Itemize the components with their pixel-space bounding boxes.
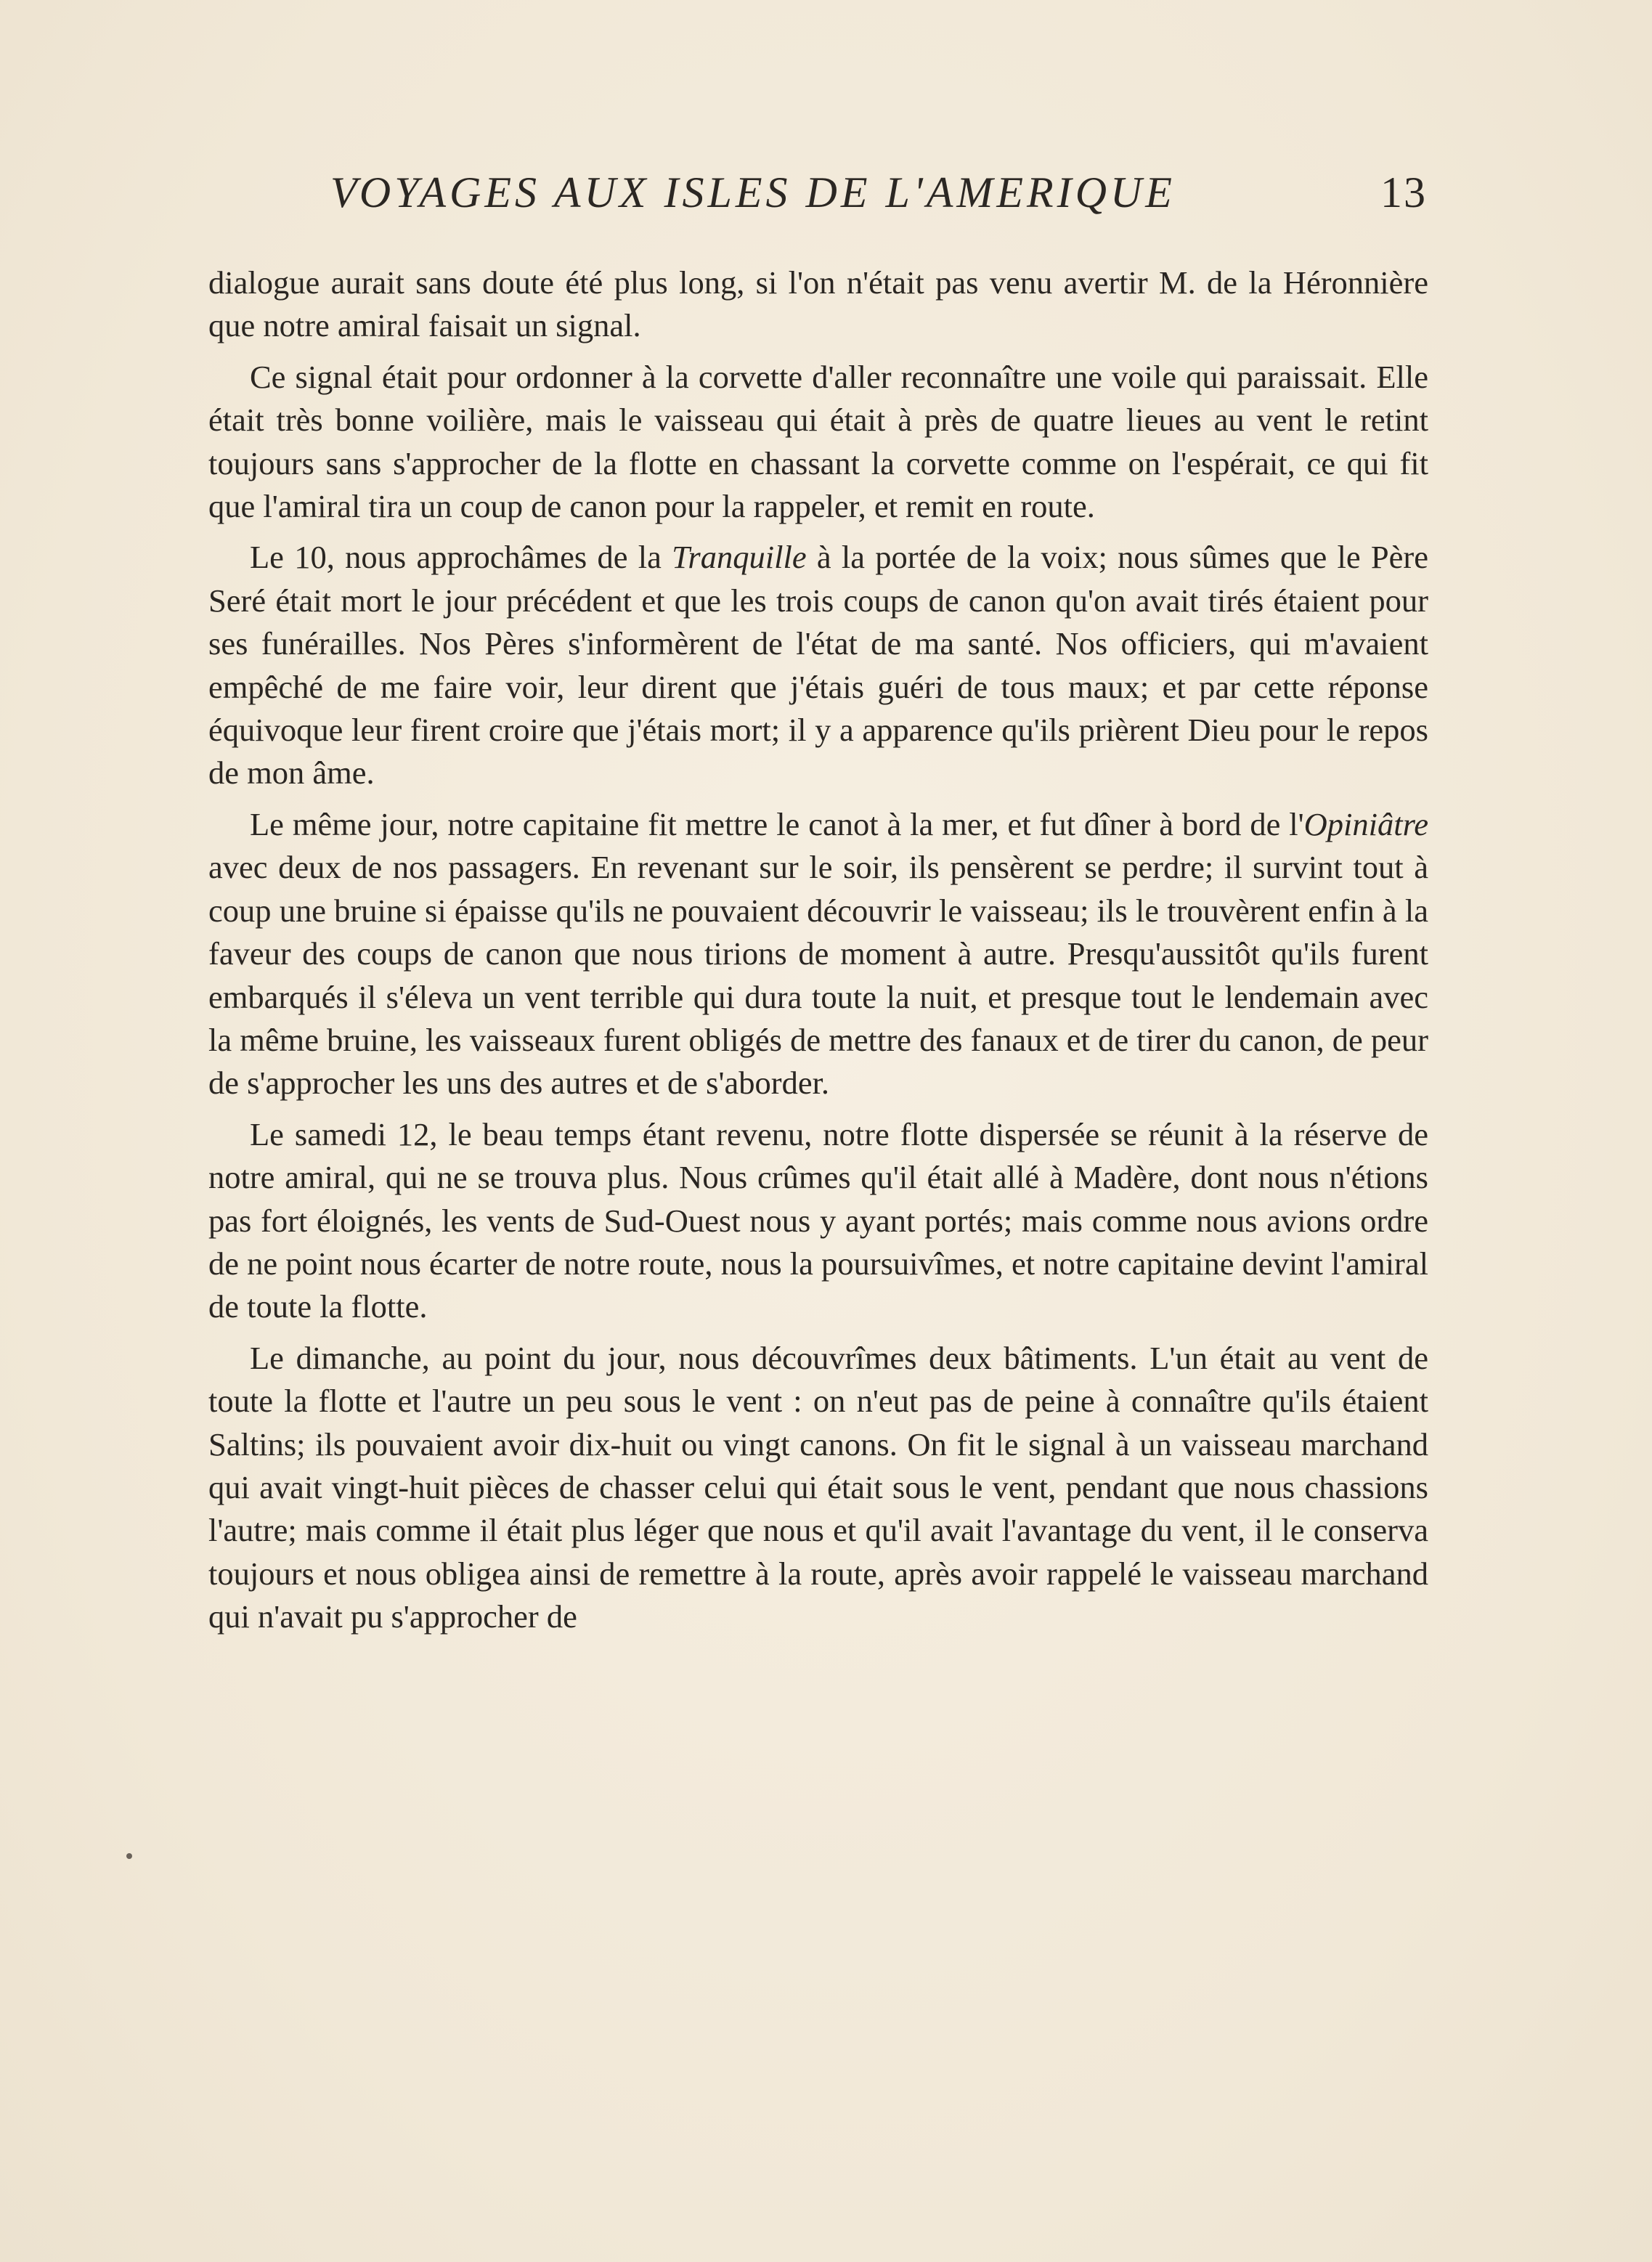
paragraph-1 [208,261,1428,348]
paragraph-text: Ce signal était pour ordonner à la corvette d'aller reconnaître une voile qui paraissait. Elle était très bonne voilière, mais le vaisseau qui était à près de quatre lieues au vent le retint toujours sans s'approcher de la flotte en chassant la corvette comme on l'espérait, ce qui fit que l'amiral tira un coup de canon pour la rappeler, et remit en route. [208,358,1428,525]
paragraph-2 [208,356,1428,529]
paragraph-text: avec deux de nos passagers. En revenant sur le soir, ils pensèrent se perdre; il survint tout à coup une bruine si épaisse qu'ils ne pouvaient découvrir le vaisseau; ils le trouvèrent enfin à la faveur des coups de canon que nous tirions de moment à autre. Presqu'aussitôt qu'ils furent embarqués il s'éleva un vent terrible qui dura toute la nuit, et presque tout le lendemain avec la même bruine, les vaisseaux furent obligés de mettre des fanaux et de tirer du canon, de peur de s'approcher les uns des autres et de s'aborder. [208,849,1428,1102]
running-title: VOYAGES AUX ISLES DE L'AMERIQUE [330,168,1176,216]
paragraph-3 [208,536,1428,794]
paragraph-6 [208,1337,1428,1639]
running-head [330,163,1427,229]
paragraph-text: Le 10, nous approchâmes de la [250,539,672,576]
ship-name-tranquille: Tranquille [672,539,807,576]
ink-speck [126,1853,132,1859]
paragraph-4 [208,803,1428,1105]
page-number: 13 [1380,168,1427,216]
paragraph-text: Le même jour, notre capitaine fit mettre le canot à la mer, et fut dîner à bord de l' [250,805,1304,842]
paragraph-text: dialogue aurait sans doute été plus long, si l'on n'était pas venu avertir M. de la Héronnière que notre amiral faisait un signal. [208,264,1428,344]
body-text [208,261,1428,1647]
ship-name-opiniatre: Opiniâtre [1303,805,1428,842]
paragraph-text: Le dimanche, au point du jour, nous découvrîmes deux bâtiments. L'un était au vent de toute la flotte et l'autre un peu sous le vent : on n'eut pas de peine à connaître qu'ils étaient Saltins; ils pouvaient avoir dix-huit ou vingt canons. On fit le signal à un vaisseau marchand qui avait vingt-huit pièces de chasser celui qui était sous le vent, pendant que nous chassions l'autre; mais comme il était plus léger que nous et qu'il avait l'avantage du vent, il le conserva toujours et nous obligea ainsi de remettre à la route, après avoir rappelé le vaisseau marchand qui n'avait pu s'approcher de [208,1339,1428,1635]
paragraph-text: Le samedi 12, le beau temps étant revenu, notre flotte dispersée se réunit à la réserve de notre amiral, qui ne se trouva plus. Nous crûmes qu'il était allé à Madère, dont nous n'étions pas fort éloignés, les vents de Sud-Ouest nous y ayant portés; mais comme nous avions ordre de ne point nous écarter de notre route, nous la poursuivîmes, et notre capitaine devint l'amiral de toute la flotte. [208,1115,1428,1325]
paragraph-5 [208,1113,1428,1329]
paragraph-text: à la portée de la voix; nous sûmes que le Père Seré était mort le jour précédent et que les trois coups de canon qu'on avait tirés étaient pour ses funérailles. Nos Pères s'informèrent de l'état de ma santé. Nos officiers, qui m'avaient empêché de me faire voir, leur dirent que j'étais guéri de tous maux; et par cette réponse équivoque leur firent croire que j'étais mort; il y a apparence qu'ils prièrent Dieu pour le repos de mon âme. [208,539,1428,792]
